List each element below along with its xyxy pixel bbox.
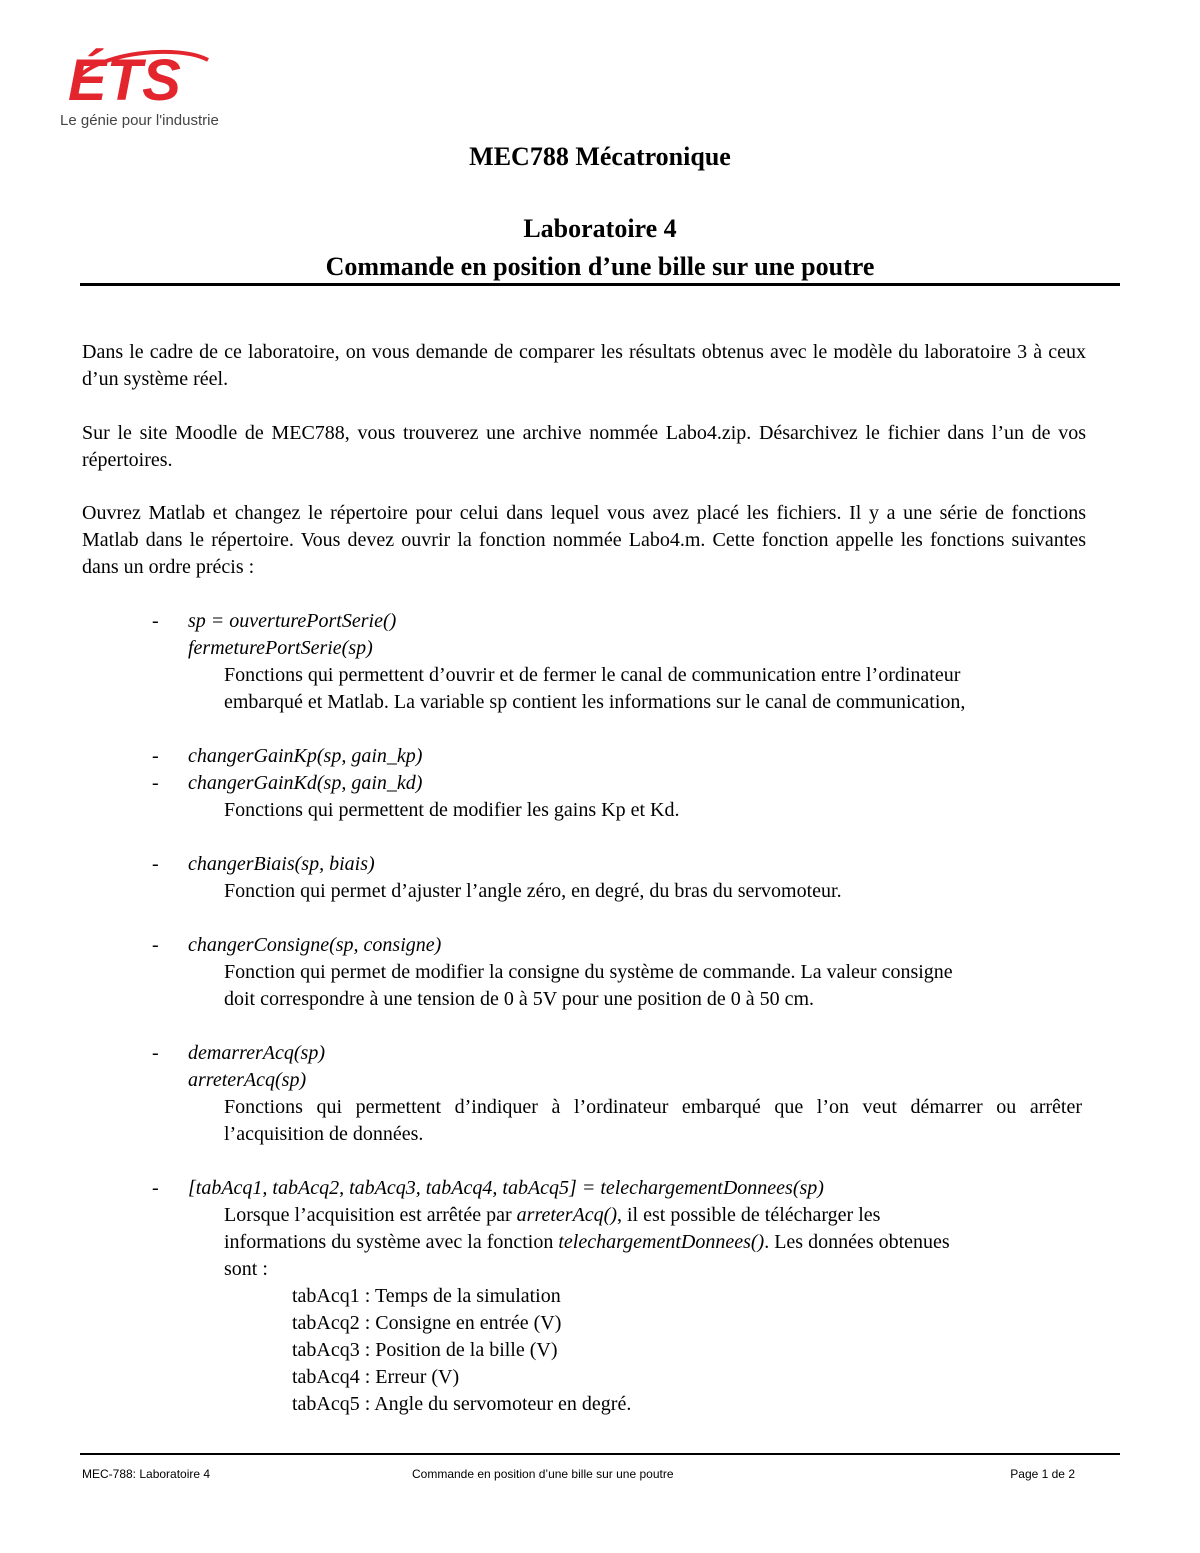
function-ouverture: sp = ouverturePortSerie() bbox=[188, 610, 397, 632]
footer-center: Commande en position d’une bille sur une poutre bbox=[412, 1467, 674, 1481]
function-arreter-acq: arreterAcq(sp) bbox=[188, 1069, 307, 1091]
description-consigne-2: doit correspondre à une tension de 0 à 5V pour une position de 0 à 50 cm. bbox=[224, 988, 815, 1010]
footer-page-number: Page 1 de 2 bbox=[1010, 1467, 1075, 1481]
description-port-1: Fonctions qui permettent d’ouvrir et de fermer le canal de communication entre l’ordinateur bbox=[224, 664, 961, 686]
list-dash: - bbox=[152, 772, 159, 794]
footer-rule bbox=[80, 1453, 1120, 1455]
text-span: Lorsque l’acquisition est arrêtée par bbox=[224, 1204, 517, 1226]
paragraph-moodle: Sur le site Moodle de MEC788, vous trouverez une archive nommée Labo4.zip. Désarchivez le fichier dans l’un de vos répertoires. bbox=[82, 422, 1086, 471]
paragraph-intro: Dans le cadre de ce laboratoire, on vous demande de comparer les résultats obtenus avec le modèle du laboratoire 3 à ceux d’un système réel. bbox=[82, 341, 1086, 390]
acq-item: tabAcq5 : Angle du servomoteur en degré. bbox=[292, 1393, 632, 1415]
description-biais: Fonction qui permet d’ajuster l’angle zéro, en degré, du bras du servomoteur. bbox=[224, 880, 842, 902]
function-demarrer-acq: demarrerAcq(sp) bbox=[188, 1042, 326, 1064]
description-telechargement-2 bbox=[224, 1229, 1084, 1256]
function-gain-kp: changerGainKp(sp, gain_kp) bbox=[188, 745, 423, 767]
description-telechargement-3: sont : bbox=[224, 1258, 268, 1280]
description-port-2: embarqué et Matlab. La variable sp contient les informations sur le canal de communication, bbox=[224, 691, 966, 713]
function-biais: changerBiais(sp, biais) bbox=[188, 853, 375, 875]
acq-item: tabAcq4 : Erreur (V) bbox=[292, 1366, 460, 1388]
list-dash: - bbox=[152, 1042, 159, 1064]
list-dash: - bbox=[152, 1177, 159, 1199]
description-telechargement-1 bbox=[224, 1202, 1084, 1229]
function-telechargement: [tabAcq1, tabAcq2, tabAcq3, tabAcq4, tabAcq5] = telechargementDonnees(sp) bbox=[188, 1177, 824, 1199]
header-rule bbox=[80, 283, 1120, 286]
acq-item: tabAcq2 : Consigne en entrée (V) bbox=[292, 1312, 562, 1334]
list-dash: - bbox=[152, 934, 159, 956]
logo-text: ÉTS bbox=[68, 48, 181, 113]
function-consigne: changerConsigne(sp, consigne) bbox=[188, 934, 442, 956]
acq-item: tabAcq3 : Position de la bille (V) bbox=[292, 1339, 558, 1361]
list-dash: - bbox=[152, 853, 159, 875]
text-span: informations du système avec la fonction bbox=[224, 1231, 559, 1253]
list-dash: - bbox=[152, 610, 159, 632]
lab-subject: Commande en position d’une bille sur une poutre bbox=[325, 252, 875, 281]
description-gains: Fonctions qui permettent de modifier les gains Kp et Kd. bbox=[224, 799, 680, 821]
function-gain-kd: changerGainKd(sp, gain_kd) bbox=[188, 772, 423, 794]
inline-function: telechargementDonnees() bbox=[558, 1231, 765, 1253]
paragraph-matlab: Ouvrez Matlab et changez le répertoire pour celui dans lequel vous avez placé les fichiers. Il y a une série de fonctions Matlab dans le répertoire. Vous devez ouvrir la fonction nommée Labo4.m. Cette fonction appelle les fonctions suivantes dans un ordre précis : bbox=[82, 502, 1086, 578]
description-consigne-1: Fonction qui permet de modifier la consigne du système de commande. La valeur consigne bbox=[224, 961, 953, 983]
logo-tagline: Le génie pour l'industrie bbox=[60, 112, 219, 129]
text-span: . Les données obtenues bbox=[764, 1231, 950, 1253]
function-fermeture: fermeturePortSerie(sp) bbox=[188, 637, 373, 659]
course-title: MEC788 Mécatronique bbox=[469, 142, 731, 171]
acq-item: tabAcq1 : Temps de la simulation bbox=[292, 1285, 561, 1307]
lab-title: Laboratoire 4 bbox=[523, 214, 677, 243]
inline-function: arreterAcq() bbox=[516, 1204, 617, 1226]
text-span: , il est possible de télécharger les bbox=[617, 1204, 881, 1226]
footer-left: MEC-788: Laboratoire 4 bbox=[82, 1467, 211, 1481]
description-acquisition: Fonctions qui permettent d’indiquer à l’ordinateur embarqué que l’on veut démarrer ou arrêter l’acquisition de données. bbox=[224, 1096, 1082, 1145]
list-dash: - bbox=[152, 745, 159, 767]
